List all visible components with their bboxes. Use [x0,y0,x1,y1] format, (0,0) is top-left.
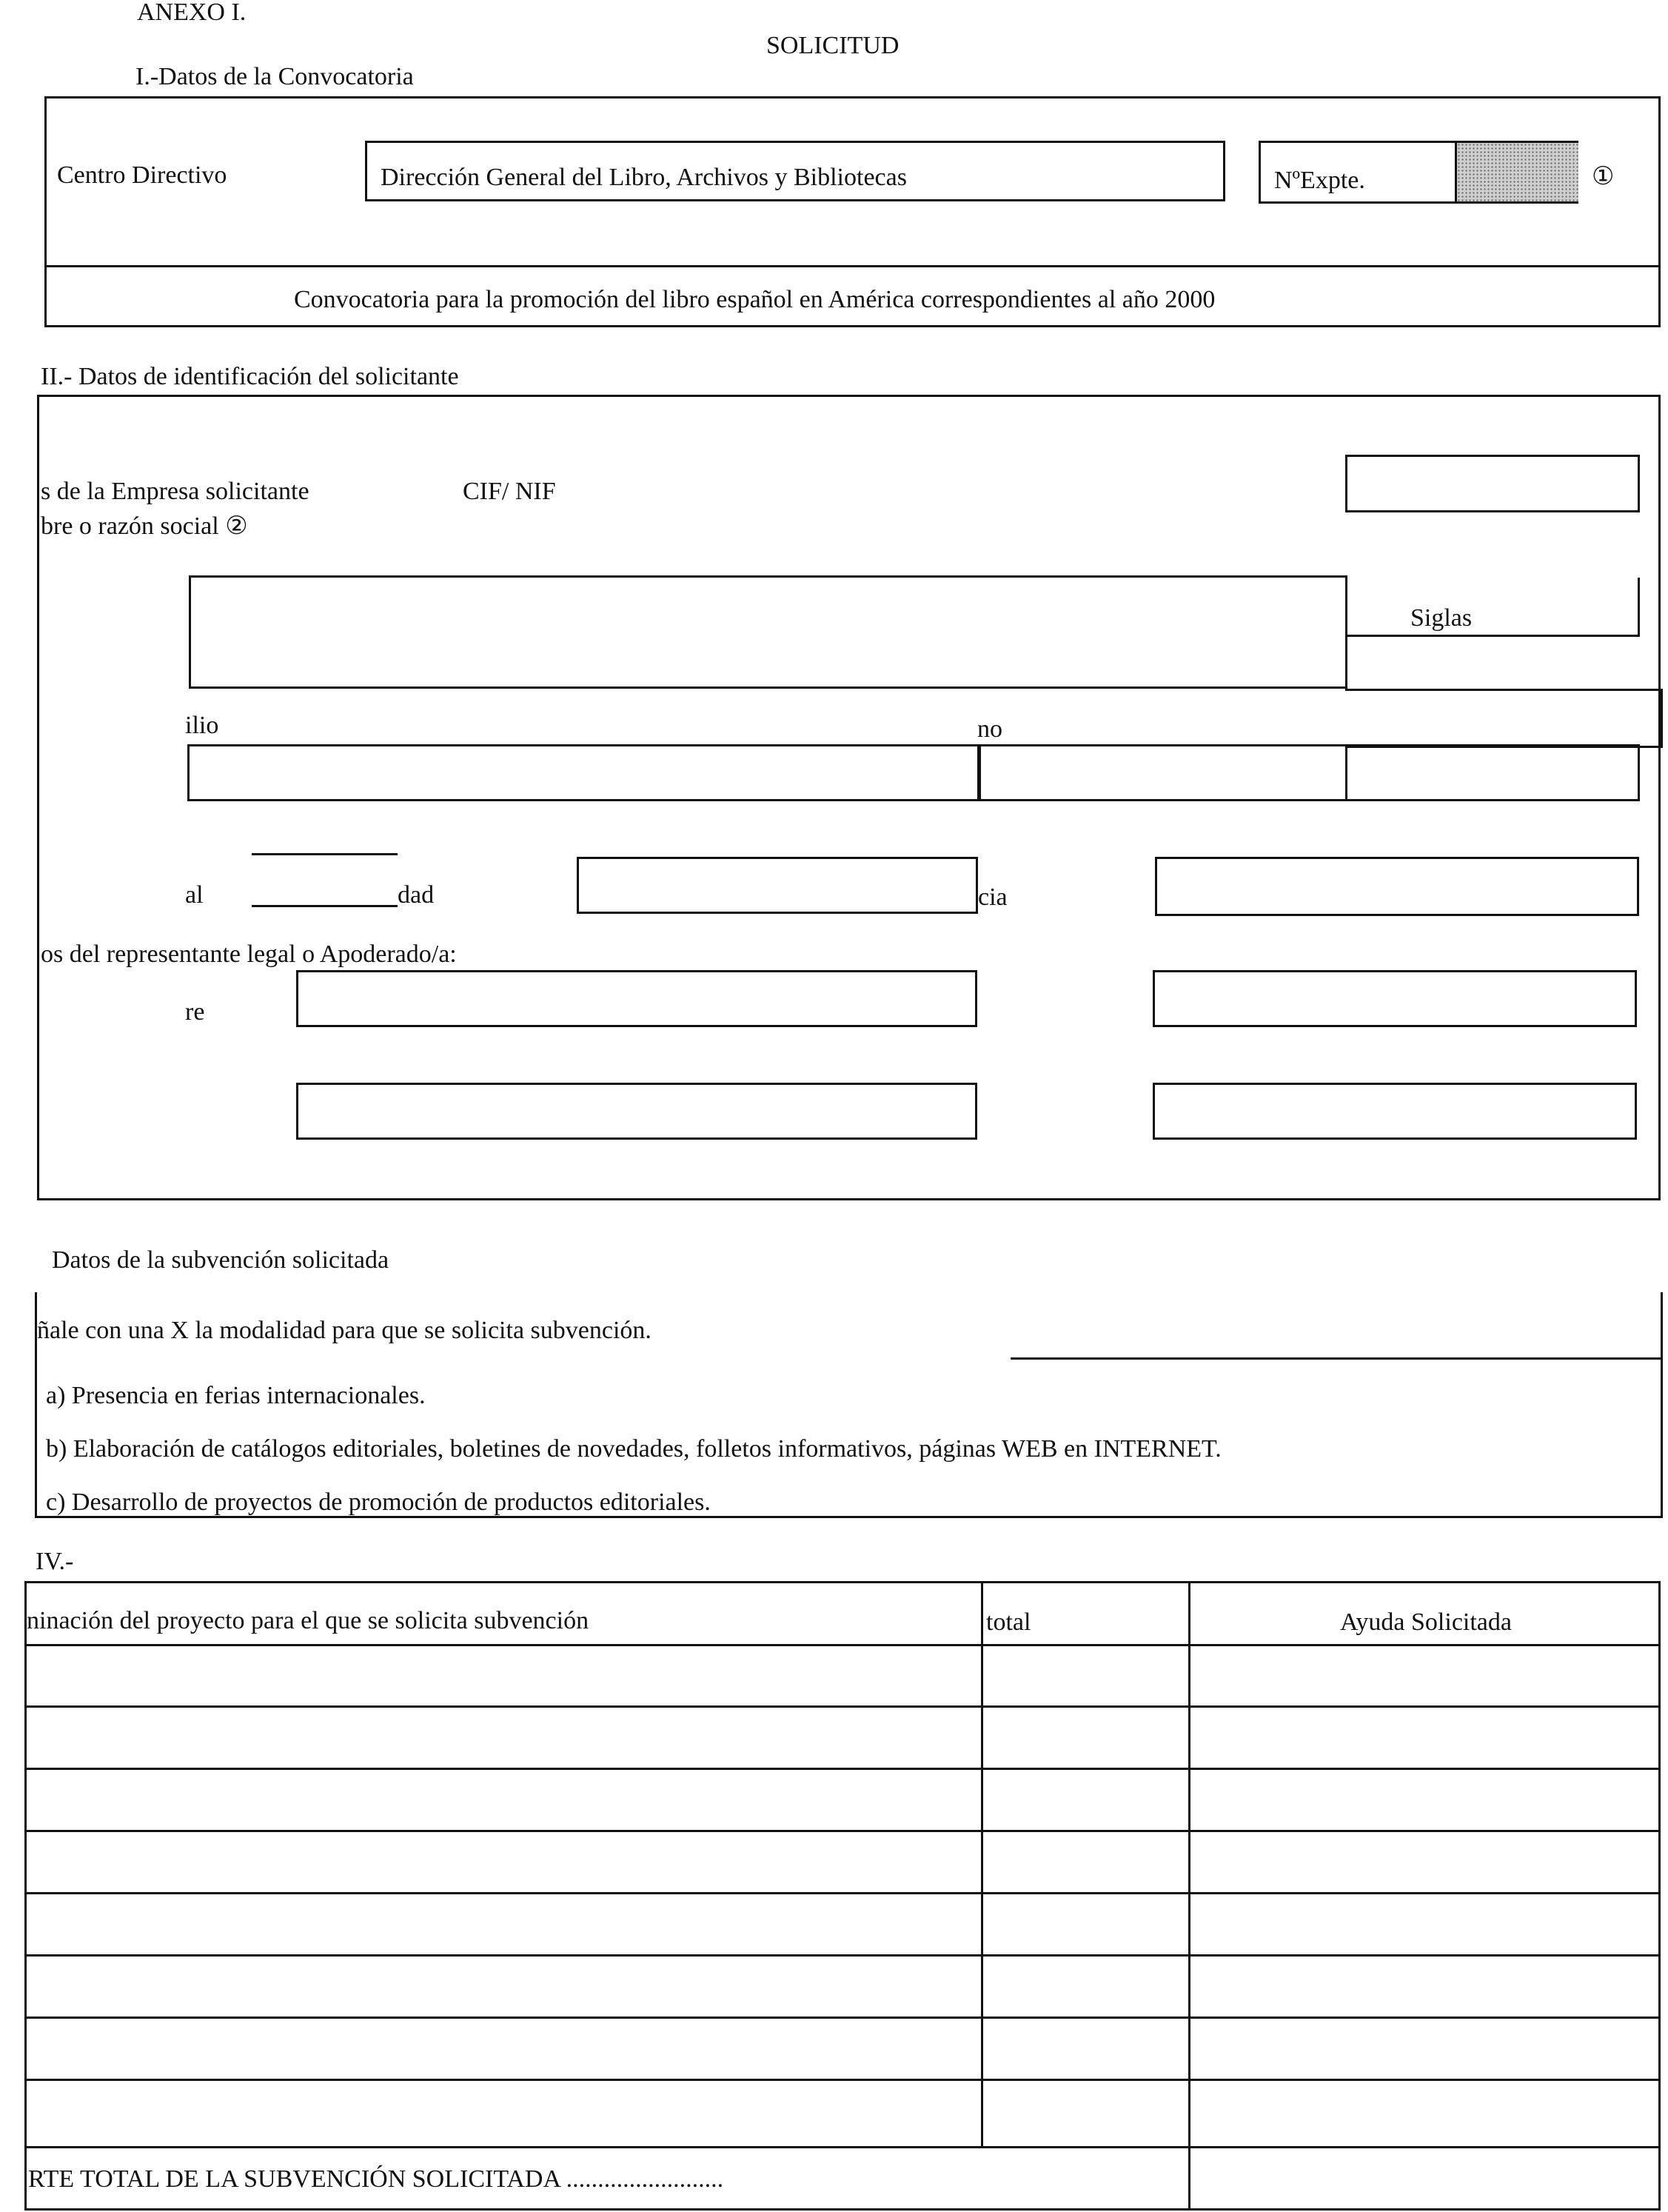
localidad-field[interactable] [577,857,978,914]
razon-social-label: bre o razón social ② [41,512,248,540]
siglas-underline [1345,689,1661,691]
section3-bottom-border [35,1516,1663,1518]
annex-label: ANEXO I. [137,0,247,26]
cif-nif-field[interactable] [1345,455,1640,512]
representante-cargo-field[interactable] [296,1083,977,1140]
total-subvencion-field[interactable] [1190,2148,1658,2208]
siglas-field[interactable] [1345,578,1640,637]
modalidad-answer-line[interactable] [1011,1357,1663,1360]
col-header-total: total [986,1608,1031,1636]
representante-nif-field[interactable] [1153,970,1637,1027]
postal-field-top [252,853,398,855]
col-header-project: ninación del proyecto para el que se solicita subvención [27,1607,589,1634]
expediente-label: NºExpte. [1274,167,1365,194]
provincia-field[interactable] [1155,857,1639,916]
table-row[interactable] [24,1705,1658,1708]
section1-divider [44,265,1661,267]
representante-nombre-field[interactable] [296,970,977,1027]
table-row[interactable] [24,1768,1658,1770]
modalidad-option-a: a) Presencia en ferias internacionales. [46,1382,426,1409]
table-row[interactable] [24,1644,1658,1646]
domicilio-field[interactable] [187,744,981,801]
representante-label: os del representante legal o Apoderado/a: [41,940,457,968]
empresa-label: s de la Empresa solicitante [41,478,309,505]
fax-field[interactable] [1345,744,1640,801]
postal-field-bottom[interactable] [252,905,398,907]
representante-extra-field[interactable] [1153,1083,1637,1140]
centro-directivo-label: Centro Directivo [57,161,227,189]
table-col-divider-2 [1188,1581,1190,2211]
cif-nif-label: CIF/ NIF [463,478,556,505]
note-1-mark: ① [1592,163,1615,190]
expediente-shaded-field [1455,143,1578,201]
section2-heading: II.- Datos de identificación del solicitante [41,363,459,390]
total-subvencion-label: RTE TOTAL DE LA SUBVENCIÓN SOLICITADA ......................... [28,2165,724,2193]
right-divider [1661,689,1663,748]
table-row[interactable] [24,2079,1658,2081]
convocatoria-text: Convocatoria para la promoción del libro español en América correspondientes al año 2000 [294,286,1216,313]
centro-directivo-field[interactable] [365,141,1225,201]
table-row[interactable] [24,1954,1658,1957]
table-row[interactable] [24,1892,1658,1894]
razon-social-field[interactable] [189,575,1347,689]
table-row[interactable] [24,1830,1658,1832]
localidad-label: dad [398,881,435,909]
codigo-postal-label: al [185,881,204,909]
table-col-divider-1 [981,1581,983,2148]
domicilio-label: ilio [185,712,219,739]
nombre-label: re [185,998,205,1026]
modalidad-option-c: c) Desarrollo de proyectos de promoción de productos editoriales. [46,1488,711,1516]
expediente-box[interactable] [1259,141,1578,204]
table-row[interactable] [24,2016,1658,2019]
telefono-label: no [977,715,1002,743]
modalidad-instruction: ñale con una X la modalidad para que se solicita subvención. [37,1317,652,1344]
modalidad-option-b: b) Elaboración de catálogos editoriales, boletines de novedades, folletos informativos, páginas WEB en INTERNET. [46,1435,1222,1463]
col-header-ayuda: Ayuda Solicitada [1340,1608,1512,1636]
centro-directivo-value: Dirección General del Libro, Archivos y Bibliotecas [381,164,907,191]
projects-table [24,1581,1661,2211]
telefono-field[interactable] [977,744,1347,801]
section4-heading: IV.- [36,1548,74,1575]
provincia-label: cia [978,883,1008,911]
section1-heading: I.-Datos de la Convocatoria [135,63,414,90]
section3-heading: Datos de la subvención solicitada [52,1246,389,1274]
page-title: SOLICITUD [766,32,900,59]
section3-right-border [1661,1292,1663,1518]
siglas-label: Siglas [1410,604,1473,632]
